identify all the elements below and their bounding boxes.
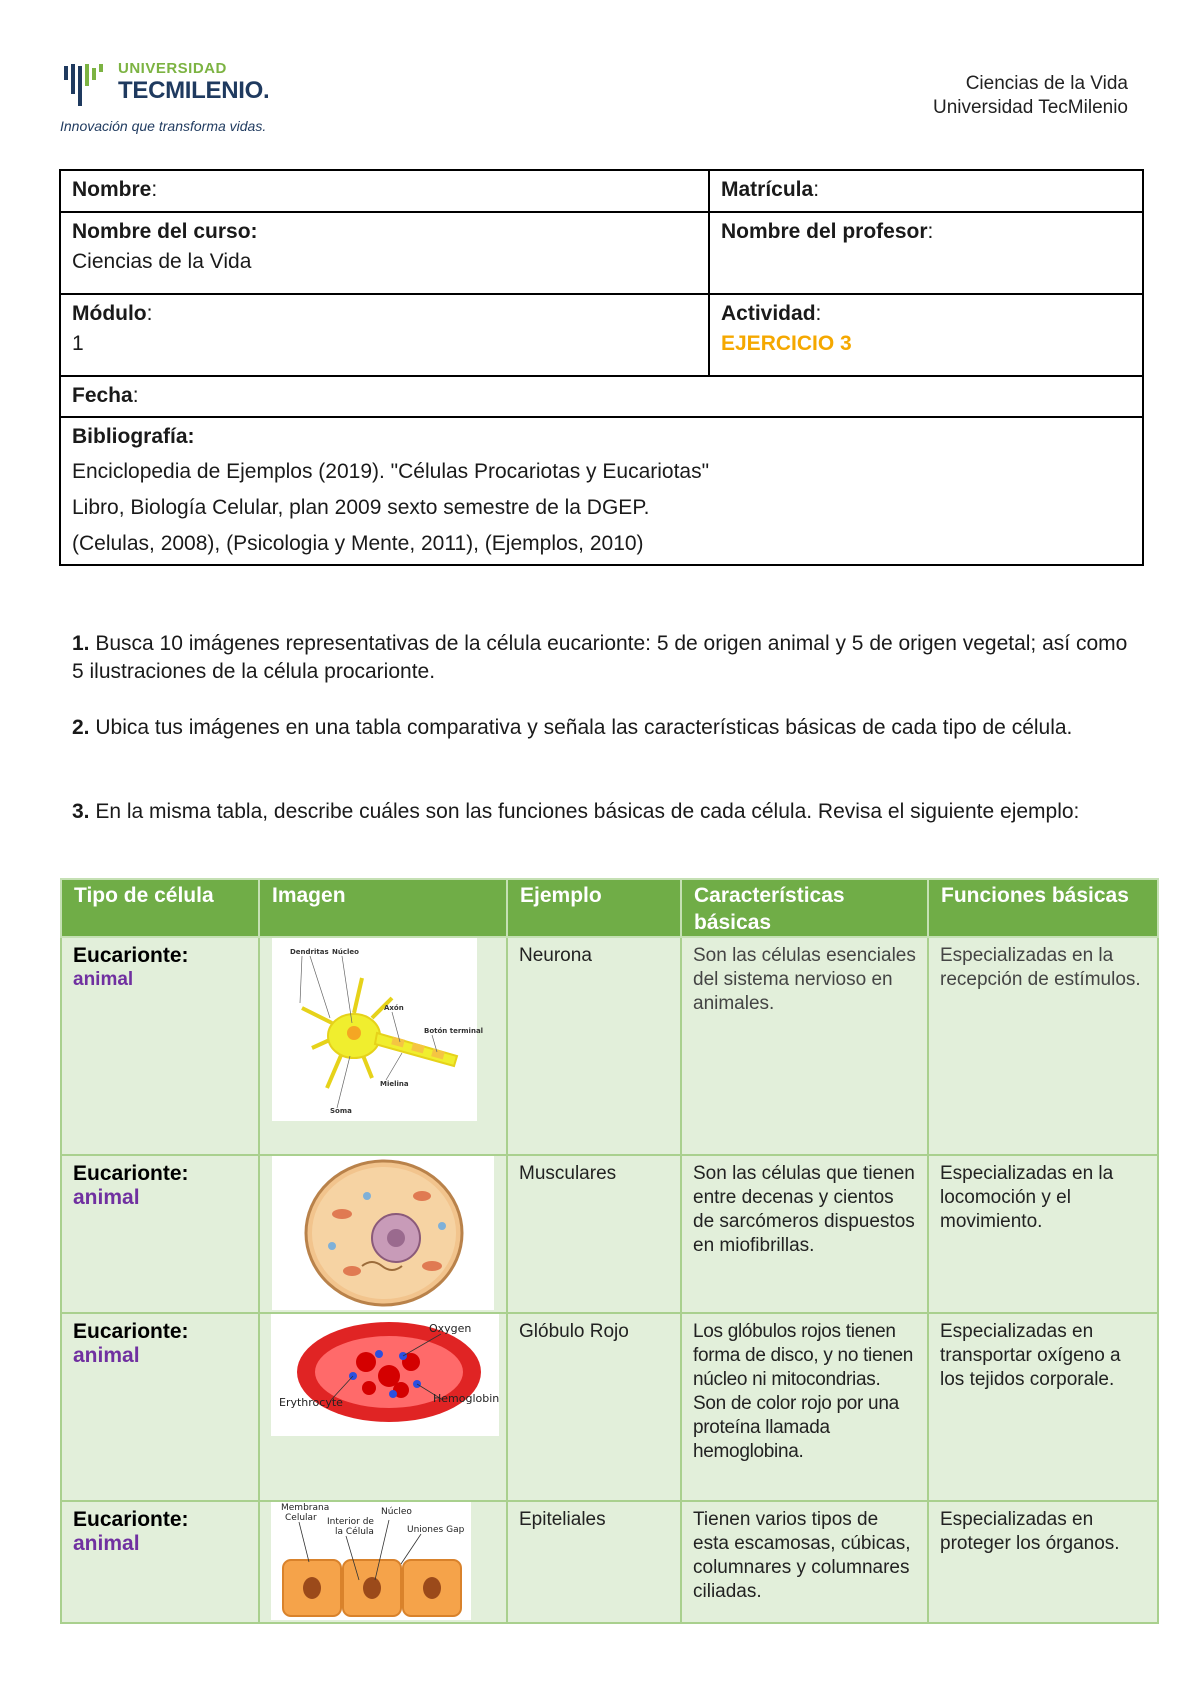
tecmilenio-logo-icon <box>62 62 106 108</box>
neuron-label: Núcleo <box>332 948 359 956</box>
cell-type <box>61 1155 259 1313</box>
cell-type-sub: animal <box>73 1186 140 1209</box>
bibliografia-item: Enciclopedia de Ejemplos (2019). "Células Procariotas y Eucariotas" <box>72 460 710 483</box>
instruction-number: 1. <box>72 632 90 655</box>
example-cell: Epiteliales <box>507 1501 681 1623</box>
epithelial-label: Núcleo <box>381 1507 412 1517</box>
university-logo <box>60 58 320 138</box>
matricula-cell[interactable]: Matrícula: <box>709 170 1143 212</box>
cell-type <box>61 937 259 1155</box>
table-row <box>61 937 1158 1155</box>
neuron-label: Mielina <box>380 1080 409 1088</box>
image-cell <box>259 937 507 1155</box>
logo-main-text: TECMILENIO. <box>118 77 270 104</box>
cell-type-label: Eucarionte: <box>73 1508 189 1531</box>
logo-tagline: Innovación que transforma vidas. <box>60 118 267 134</box>
nombre-label: Nombre <box>72 178 152 201</box>
logo-top-text: UNIVERSIDAD <box>118 60 227 77</box>
red-blood-cell-image <box>271 1314 499 1436</box>
cell-type <box>61 1501 259 1623</box>
cell-type-label: Eucarionte: <box>73 1162 189 1185</box>
functions-cell: Especializadas en transportar oxígeno a los tejidos corporale. <box>928 1313 1158 1501</box>
functions-cell: Especializadas en proteger los órganos. <box>928 1501 1158 1623</box>
actividad-cell: Actividad: EJERCICIO 3 <box>709 294 1143 376</box>
student-info-table <box>59 169 1144 566</box>
profesor-label: Nombre del profesor <box>721 220 928 243</box>
rbc-label: Oxygen <box>429 1322 472 1335</box>
actividad-label: Actividad <box>721 302 816 325</box>
table-header-row <box>61 879 1158 937</box>
image-cell <box>259 1501 507 1623</box>
profesor-cell[interactable]: Nombre del profesor: <box>709 212 1143 294</box>
fecha-label: Fecha <box>72 384 133 407</box>
features-cell: Son las células que tienen entre decenas y cientos de sarcómeros dispuestos en miofibrillas. <box>681 1155 928 1313</box>
instruction-text: Busca 10 imágenes representativas de la célula eucarionte: 5 de origen animal y 5 de origen vegetal; así como 5 ilustraciones de la célula procarionte. <box>72 632 1128 683</box>
modulo-cell: Módulo: 1 <box>60 294 709 376</box>
table-row <box>61 1155 1158 1313</box>
image-cell <box>259 1155 507 1313</box>
image-cell <box>259 1313 507 1501</box>
example-cell: Glóbulo Rojo <box>507 1313 681 1501</box>
neuron-image <box>272 938 484 1121</box>
bibliografia-item: (Celulas, 2008), (Psicologia y Mente, 2011), (Ejemplos, 2010) <box>72 532 644 555</box>
fecha-cell[interactable]: Fecha: <box>60 376 1143 417</box>
header-university-name: Universidad TecMilenio <box>932 97 1128 118</box>
header-funciones: Funciones básicas <box>928 879 1158 937</box>
cell-type-label: Eucarionte: <box>73 1320 189 1343</box>
modulo-label: Módulo <box>72 302 147 325</box>
instruction-text: En la misma tabla, describe cuáles son las funciones básicas de cada célula. Revisa el siguiente ejemplo: <box>89 800 1080 823</box>
nombre-cell[interactable]: Nombre: <box>60 170 709 212</box>
epithelial-label: Uniones Gap <box>407 1525 465 1535</box>
epithelial-label: Membrana <box>281 1503 330 1513</box>
header-ejemplo: Ejemplo <box>507 879 681 937</box>
epithelial-cell-image <box>271 1502 471 1620</box>
example-cell: Musculares <box>507 1155 681 1313</box>
cell-type-sub: animal <box>73 1344 140 1367</box>
modulo-value: 1 <box>72 332 84 355</box>
neuron-label: Botón terminal <box>424 1027 484 1035</box>
table-row <box>61 1501 1158 1623</box>
instruction-1 <box>72 630 1132 686</box>
features-cell: Tienen varios tipos de esta escamosas, cúbicas, columnares y columnares ciliadas. <box>681 1501 928 1623</box>
instruction-number: 3. <box>72 800 90 823</box>
functions-cell: Especializadas en la locomoción y el movimiento. <box>928 1155 1158 1313</box>
bibliografia-label: Bibliografía: <box>72 425 195 448</box>
cell-type-sub: animal <box>73 969 134 990</box>
bibliografia-cell <box>60 417 1143 565</box>
matricula-label: Matrícula <box>721 178 814 201</box>
epithelial-label: Celular <box>285 1513 317 1523</box>
neuron-label: Soma <box>330 1107 352 1115</box>
instruction-text: Ubica tus imágenes en una tabla comparativa y señala las características básicas de cada tipo de célula. <box>89 716 1073 739</box>
rbc-label: Hemoglobin <box>433 1392 500 1405</box>
rbc-label: Erythrocyte <box>279 1396 343 1409</box>
instruction-number: 2. <box>72 716 90 739</box>
header-imagen: Imagen <box>259 879 507 937</box>
functions-cell: Especializadas en la recepción de estímulos. <box>928 937 1158 1155</box>
features-cell: Los glóbulos rojos tienen forma de disco, y no tienen núcleo ni mitocondrias. Son de color rojo por una proteína llamada hemoglobina. <box>681 1313 928 1501</box>
animal-cell-image <box>272 1156 494 1310</box>
neuron-label: Axón <box>384 1004 404 1012</box>
cell-type-sub: animal <box>73 1532 140 1555</box>
table-row <box>61 1313 1158 1501</box>
header-tipo: Tipo de célula <box>61 879 259 937</box>
epithelial-label: la Célula <box>335 1527 374 1537</box>
neuron-label: Dendritas <box>290 948 329 956</box>
bibliografia-item: Libro, Biología Celular, plan 2009 sexto semestre de la DGEP. <box>72 496 650 519</box>
instruction-3 <box>72 798 1132 826</box>
header-caracteristicas: Características básicas <box>681 879 928 937</box>
header-course-info <box>933 72 1128 120</box>
example-cell: Neurona <box>507 937 681 1155</box>
cell-comparison-table <box>60 878 1159 1624</box>
epithelial-label: Interior de <box>327 1517 374 1527</box>
header-course-name: Ciencias de la Vida <box>965 73 1128 94</box>
curso-cell <box>60 212 709 294</box>
curso-label: Nombre del curso: <box>72 220 258 243</box>
cell-type <box>61 1313 259 1501</box>
features-cell: Son las células esenciales del sistema nervioso en animales. <box>681 937 928 1155</box>
instruction-2 <box>72 714 1132 742</box>
cell-type-label: Eucarionte: <box>73 944 189 967</box>
curso-value: Ciencias de la Vida <box>72 250 252 273</box>
actividad-value: EJERCICIO 3 <box>721 332 852 355</box>
